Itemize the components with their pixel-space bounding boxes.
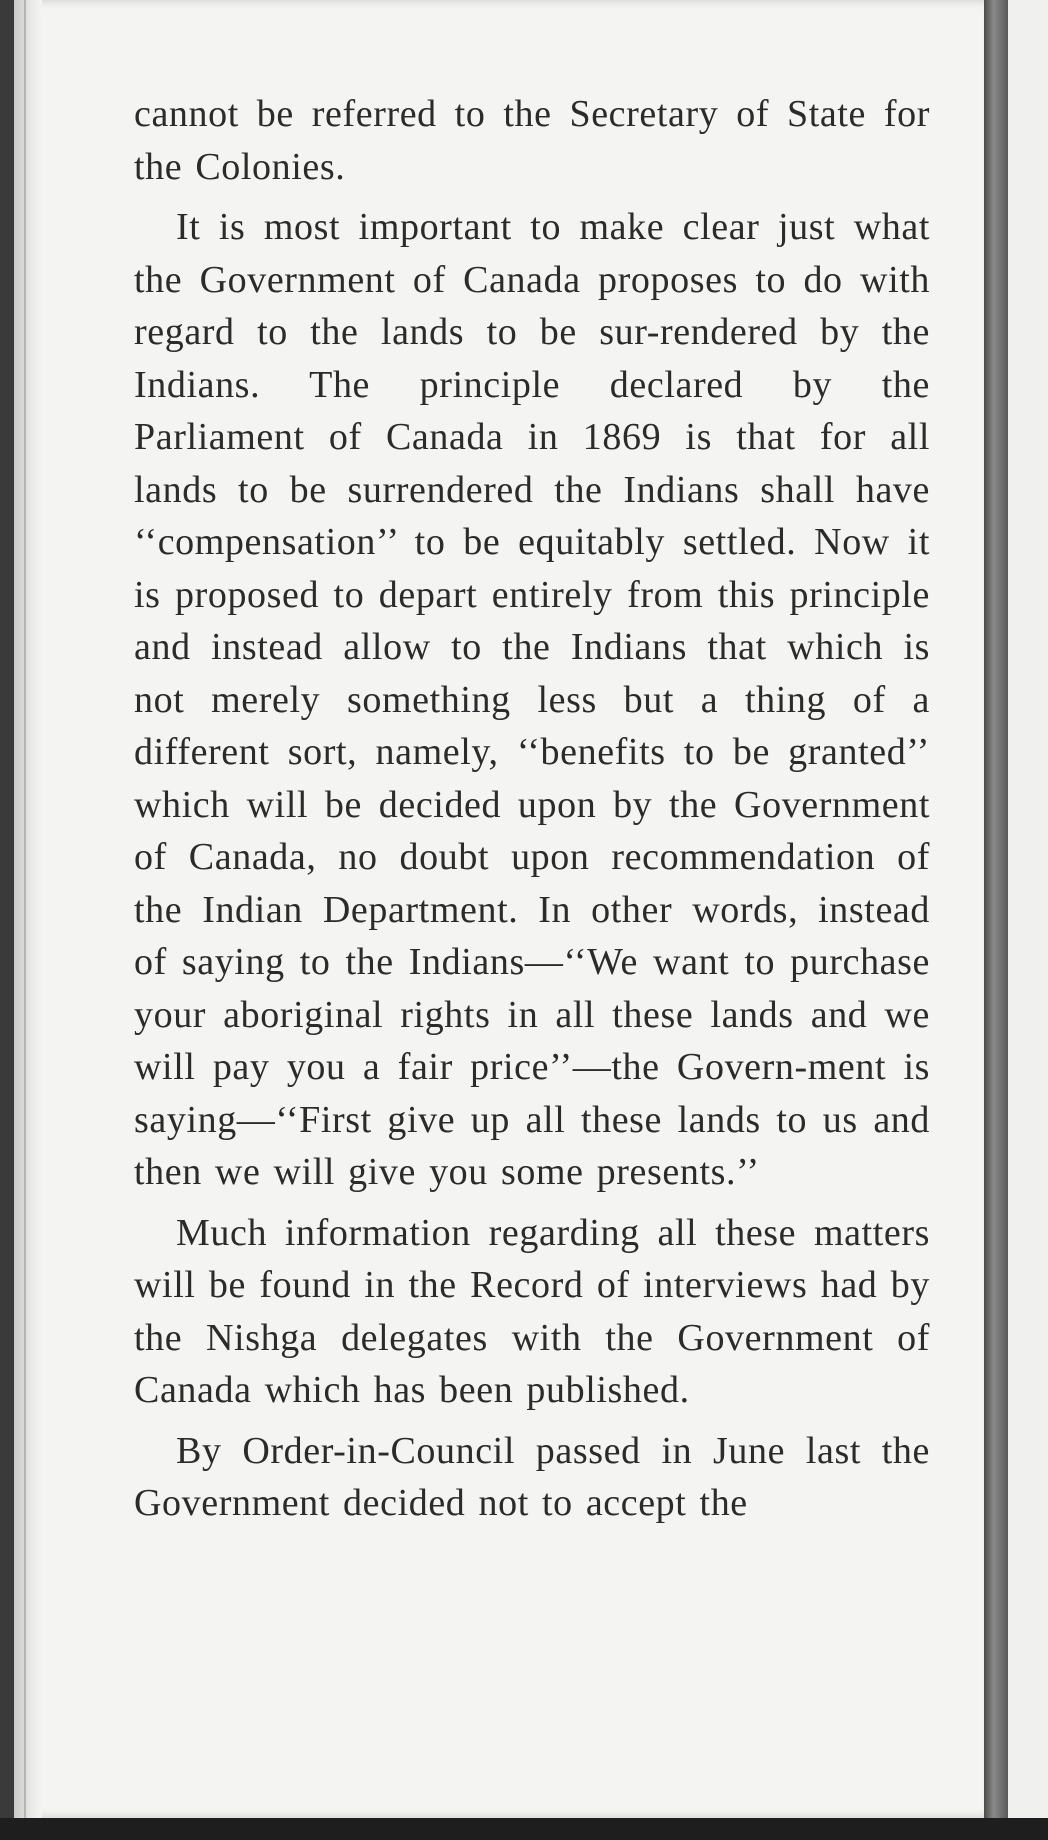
book-binding-edge	[984, 0, 1008, 1818]
scan-right-margin	[1008, 0, 1048, 1818]
scan-bottom-border	[0, 1818, 1048, 1840]
paragraph-3: Much information regarding all these matters will be found in the Record of interviews had by the Nishga delegates with the Government of Canada which has been published.	[134, 1211, 930, 1411]
body-text	[134, 88, 930, 1538]
scan-left-border	[0, 0, 14, 1818]
paragraph-4: By Order-in-Council passed in June last the Government decided not to accept the	[134, 1429, 930, 1524]
page-gutter-shadow	[14, 0, 42, 1818]
paragraph-2: It is most important to make clear just what the Government of Canada proposes to do with regard to the lands to be sur-rendered by the Indians. The principle declared by the Parliament of Canada in 1869 is that for all lands to be surrendered the Indians shall have ‘‘compensation’’ to be equitably settled. Now it is proposed to depart entirely from this principle and instead allow to the Indians that which is not merely something less but a thing of a different sort, namely, ‘‘benefits to be granted’’ which will be decided upon by the Government of Canada, no doubt upon recommendation of the Indian Department. In other words, instead of saying to the Indians—‘‘We want to purchase your aboriginal rights in all these lands and we will pay you a fair price’’—the Govern-ment is saying—‘‘First give up all these lands to us and then we will give you some presents.’’	[134, 206, 930, 1193]
paragraph-1: cannot be referred to the Secretary of State for the Colonies.	[134, 93, 930, 188]
page-edge-line	[24, 0, 26, 1818]
